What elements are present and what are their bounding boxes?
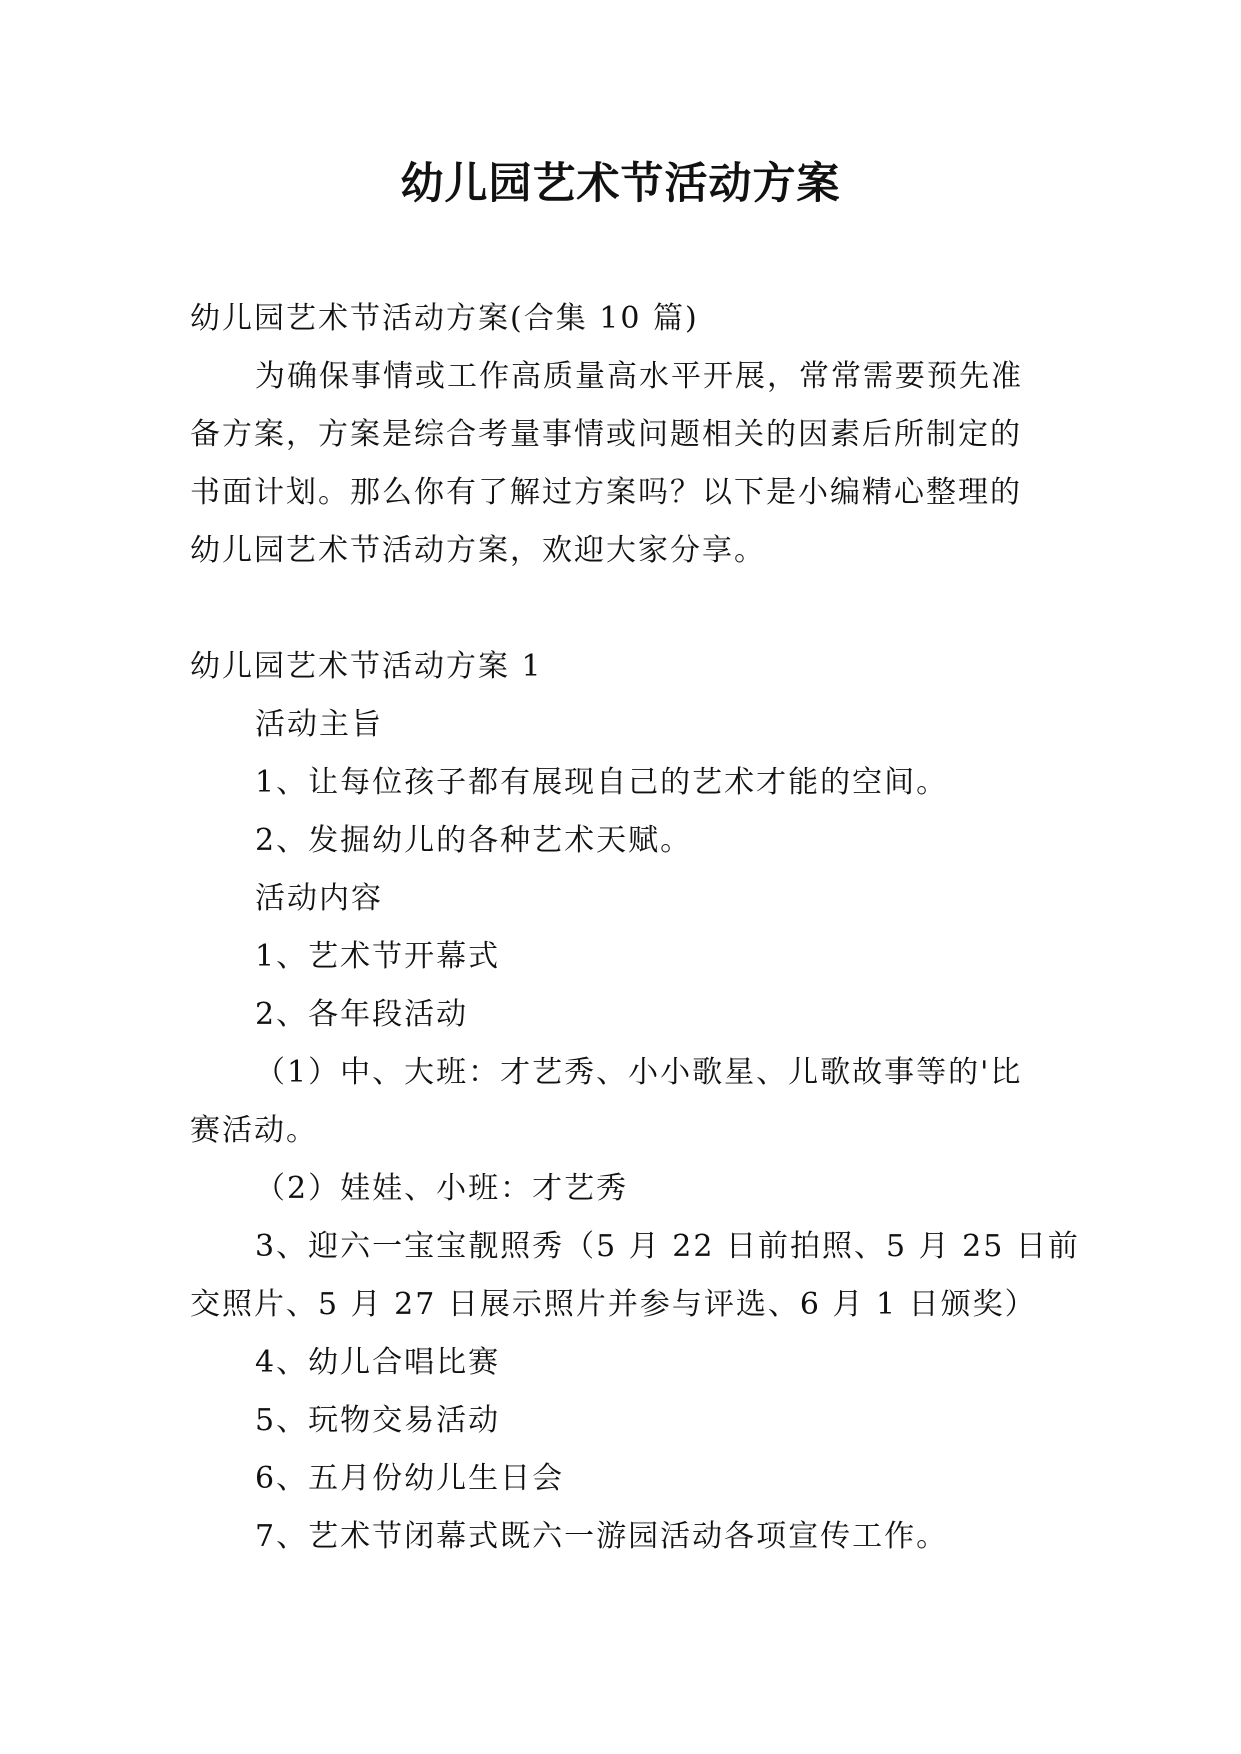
collection-heading: 幼儿园艺术节活动方案(合集 10 篇) xyxy=(190,301,699,336)
subsection-title-content: 活动内容 xyxy=(255,881,383,916)
content-item-6: 6、五月份幼儿生日会 xyxy=(255,1461,565,1496)
content-item-7: 7、艺术节闭幕式既六一游园活动各项宣传工作。 xyxy=(255,1519,949,1554)
content-item-3-line-1: 3、迎六一宝宝靓照秀（5 月 22 日前拍照、5 月 25 日前 xyxy=(255,1229,1080,1264)
content-subitem-1-line-2: 赛活动。 xyxy=(190,1113,318,1148)
content-item-1: 1、艺术节开幕式 xyxy=(255,939,501,974)
subsection-title-purpose: 活动主旨 xyxy=(255,707,383,742)
intro-paragraph-line-3: 书面计划。那么你有了解过方案吗？以下是小编精心整理的 xyxy=(190,475,1022,510)
content-item-4: 4、幼儿合唱比赛 xyxy=(255,1345,501,1380)
paragraph-spacer xyxy=(190,580,1052,638)
intro-paragraph-line-4: 幼儿园艺术节活动方案，欢迎大家分享。 xyxy=(190,533,766,568)
intro-paragraph-line-2: 备方案，方案是综合考量事情或问题相关的因素后所制定的 xyxy=(190,417,1022,452)
content-item-3-line-2: 交照片、5 月 27 日展示照片并参与评选、6 月 1 日颁奖） xyxy=(190,1287,1037,1322)
content-subitem-1-line-1: （1）中、大班：才艺秀、小小歌星、儿歌故事等的'比 xyxy=(255,1055,1023,1090)
content-item-5: 5、玩物交易活动 xyxy=(255,1403,501,1438)
purpose-item-2: 2、发掘幼儿的各种艺术天赋。 xyxy=(255,823,693,858)
intro-paragraph-line-1: 为确保事情或工作高质量高水平开展，常常需要预先准 xyxy=(255,359,1023,394)
section-heading: 幼儿园艺术节活动方案 1 xyxy=(190,649,543,684)
content-subitem-2: （2）娃娃、小班：才艺秀 xyxy=(255,1171,629,1206)
document-title: 幼儿园艺术节活动方案 xyxy=(400,159,841,209)
purpose-item-1: 1、让每位孩子都有展现自己的艺术才能的空间。 xyxy=(255,765,949,800)
document-body xyxy=(190,290,1080,1566)
content-item-2: 2、各年段活动 xyxy=(255,997,469,1032)
